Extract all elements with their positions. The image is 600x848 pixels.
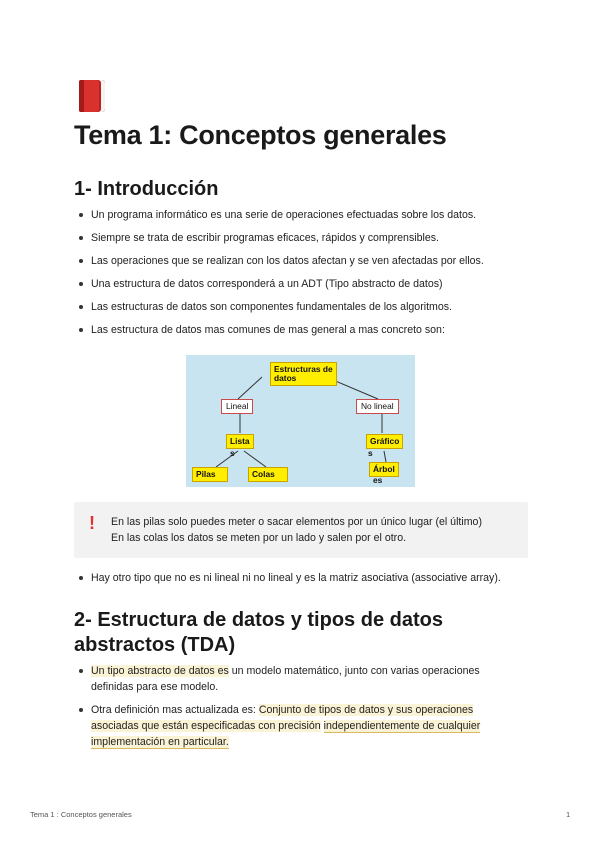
list-item: Las estructuras de datos son componentes fundamentales de los algoritmos.	[74, 299, 534, 315]
list-item: Hay otro tipo que no es ni lineal ni no lineal y es la matriz asociativa (associative array).	[74, 570, 534, 586]
tda-bullet-list	[74, 663, 519, 757]
diagram-node-root	[270, 362, 337, 386]
diagram-node-arboles-suffix: es	[373, 475, 383, 485]
section-heading-introduccion: 1- Introducción	[74, 178, 219, 200]
diagram-node-listas: Lista	[226, 434, 254, 449]
highlight-conjunto: Conjunto de tipos de datos y sus operaciones asociadas que están especificadas con precisión	[91, 704, 474, 732]
diagram-node-listas-suffix: s	[230, 448, 235, 458]
diagram-node-pilas: Pilas	[192, 467, 228, 482]
list-item: Un programa informático es una serie de operaciones efectuadas sobre los datos.	[74, 207, 534, 223]
callout-note	[74, 502, 528, 558]
list-item: Siempre se trata de escribir programas eficaces, rápidos y comprensibles.	[74, 230, 534, 246]
text-segment: Otra definición mas actualizada es:	[91, 704, 259, 716]
highlight-tda-definition: Un tipo abstracto de datos es	[91, 665, 229, 677]
data-structures-diagram	[186, 355, 415, 487]
diagram-node-graficos-suffix: s	[368, 448, 373, 458]
diagram-node-graficos: Gráfico	[366, 434, 403, 449]
diagram-node-colas: Colas	[248, 467, 288, 482]
list-item: Las estructura de datos mas comunes de mas general a mas concreto son:	[74, 322, 534, 338]
list-item: Las operaciones que se realizan con los datos afectan y se ven afectadas por ellos.	[74, 253, 534, 269]
red-book-icon	[74, 78, 110, 114]
extra-bullet-list	[74, 570, 534, 593]
diagram-node-arboles: Árbol	[369, 462, 399, 477]
diagram-node-no-lineal: No lineal	[356, 399, 399, 414]
list-item	[74, 663, 519, 695]
list-item	[74, 702, 519, 750]
page-title: Tema 1: Conceptos generales	[74, 120, 447, 150]
heading-line-2: abstractos (TDA)	[74, 634, 236, 656]
callout-line-1: En las pilas solo puedes meter o sacar elementos por un único lugar (el último)	[111, 516, 482, 528]
text-segment: un modelo matemático, junto con varias operaciones definidas para ese modelo.	[91, 665, 480, 693]
list-item: Una estructura de datos corresponderá a un ADT (Tipo abstracto de datos)	[74, 276, 534, 292]
footer-title: Tema 1 : Conceptos generales	[30, 810, 132, 819]
diagram-node-lineal: Lineal	[221, 399, 253, 414]
exclamation-icon: !	[89, 513, 95, 533]
root-label-line1: Estructuras de	[274, 364, 333, 374]
root-label-line2: datos	[274, 373, 297, 383]
heading-line-1: 2- Estructura de datos y tipos de datos	[74, 609, 443, 631]
section-heading-tda	[74, 608, 443, 658]
intro-bullet-list	[74, 207, 534, 345]
callout-line-2: En las colas los datos se meten por un lado y salen por el otro.	[111, 532, 407, 544]
page-number: 1	[566, 810, 571, 819]
highlight-independiente: independientemente de cualquier implementación en particular.	[91, 720, 481, 748]
